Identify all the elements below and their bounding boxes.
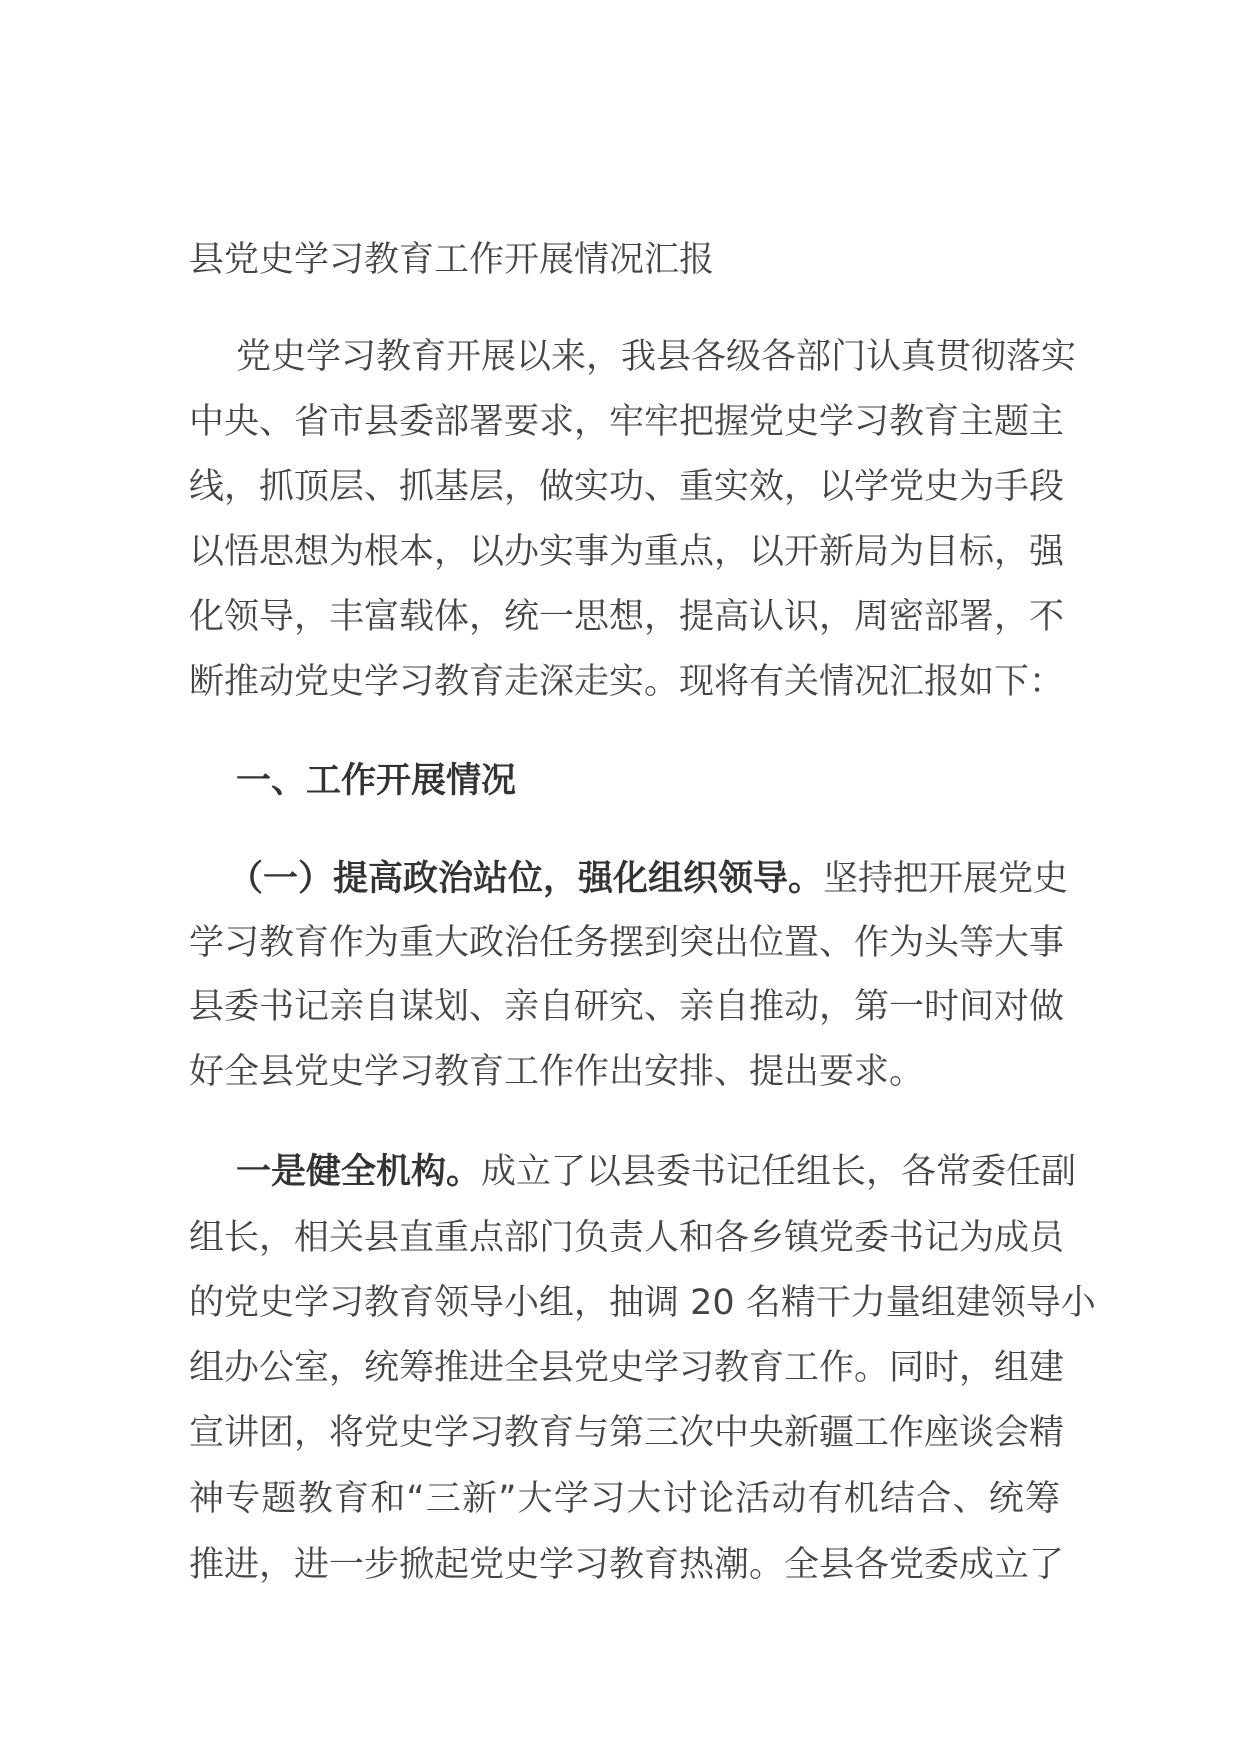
paragraph-line: 断推动党史学习教育走深走实。现将有关情况汇报如下： bbox=[189, 662, 1065, 702]
document-title: 县党史学习教育工作开展情况汇报 bbox=[189, 240, 715, 280]
paragraph-line: 学习教育作为重大政治任务摆到突出位置、作为头等大事 bbox=[189, 923, 1065, 963]
paragraph-line: 线，抓顶层、抓基层，做实功、重实效，以学党史为手段 bbox=[189, 467, 1065, 507]
paragraph-line: 党史学习教育开展以来，我县各级各部门认真贯彻落实 bbox=[236, 337, 1077, 377]
point-title: 一是健全机构。 bbox=[236, 1152, 482, 1192]
section-heading: 一、工作开展情况 bbox=[236, 761, 517, 801]
paragraph-line: 中央、省市县委部署要求，牢牢把握党史学习教育主题主 bbox=[189, 402, 1065, 442]
paragraph-line: 推进，进一步掀起党史学习教育热潮。全县各党委成立了 bbox=[189, 1545, 1065, 1585]
subsection-title: （一）提高政治站位，强化组织领导。 bbox=[228, 859, 824, 899]
paragraph-line: 县委书记亲自谋划、亲自研究、亲自推动，第一时间对做 bbox=[189, 987, 1065, 1027]
paragraph-line: 的党史学习教育领导小组，抽调 20 名精干力量组建领导小 bbox=[189, 1283, 1096, 1323]
paragraph-line: 以悟思想为根本，以办实事为重点，以开新局为目标，强 bbox=[189, 532, 1065, 572]
paragraph-line bbox=[236, 1140, 1077, 1205]
paragraph-line: 神专题教育和“三新”大学习大讨论活动有机结合、统筹 bbox=[189, 1479, 1060, 1519]
paragraph-line bbox=[228, 847, 1069, 912]
paragraph-line: 化领导，丰富载体，统一思想，提高认识，周密部署，不 bbox=[189, 597, 1065, 637]
paragraph-line: 好全县党史学习教育工作作出安排、提出要求。 bbox=[189, 1052, 925, 1092]
paragraph-text: 坚持把开展党史 bbox=[823, 859, 1069, 899]
paragraph-line: 组长，相关县直重点部门负责人和各乡镇党委书记为成员 bbox=[189, 1218, 1065, 1258]
paragraph-text: 成立了以县委书记任组长，各常委任副 bbox=[481, 1152, 1077, 1192]
paragraph-line: 组办公室，统筹推进全县党史学习教育工作。同时，组建 bbox=[189, 1348, 1065, 1388]
paragraph-line: 宣讲团，将党史学习教育与第三次中央新疆工作座谈会精 bbox=[189, 1413, 1065, 1453]
